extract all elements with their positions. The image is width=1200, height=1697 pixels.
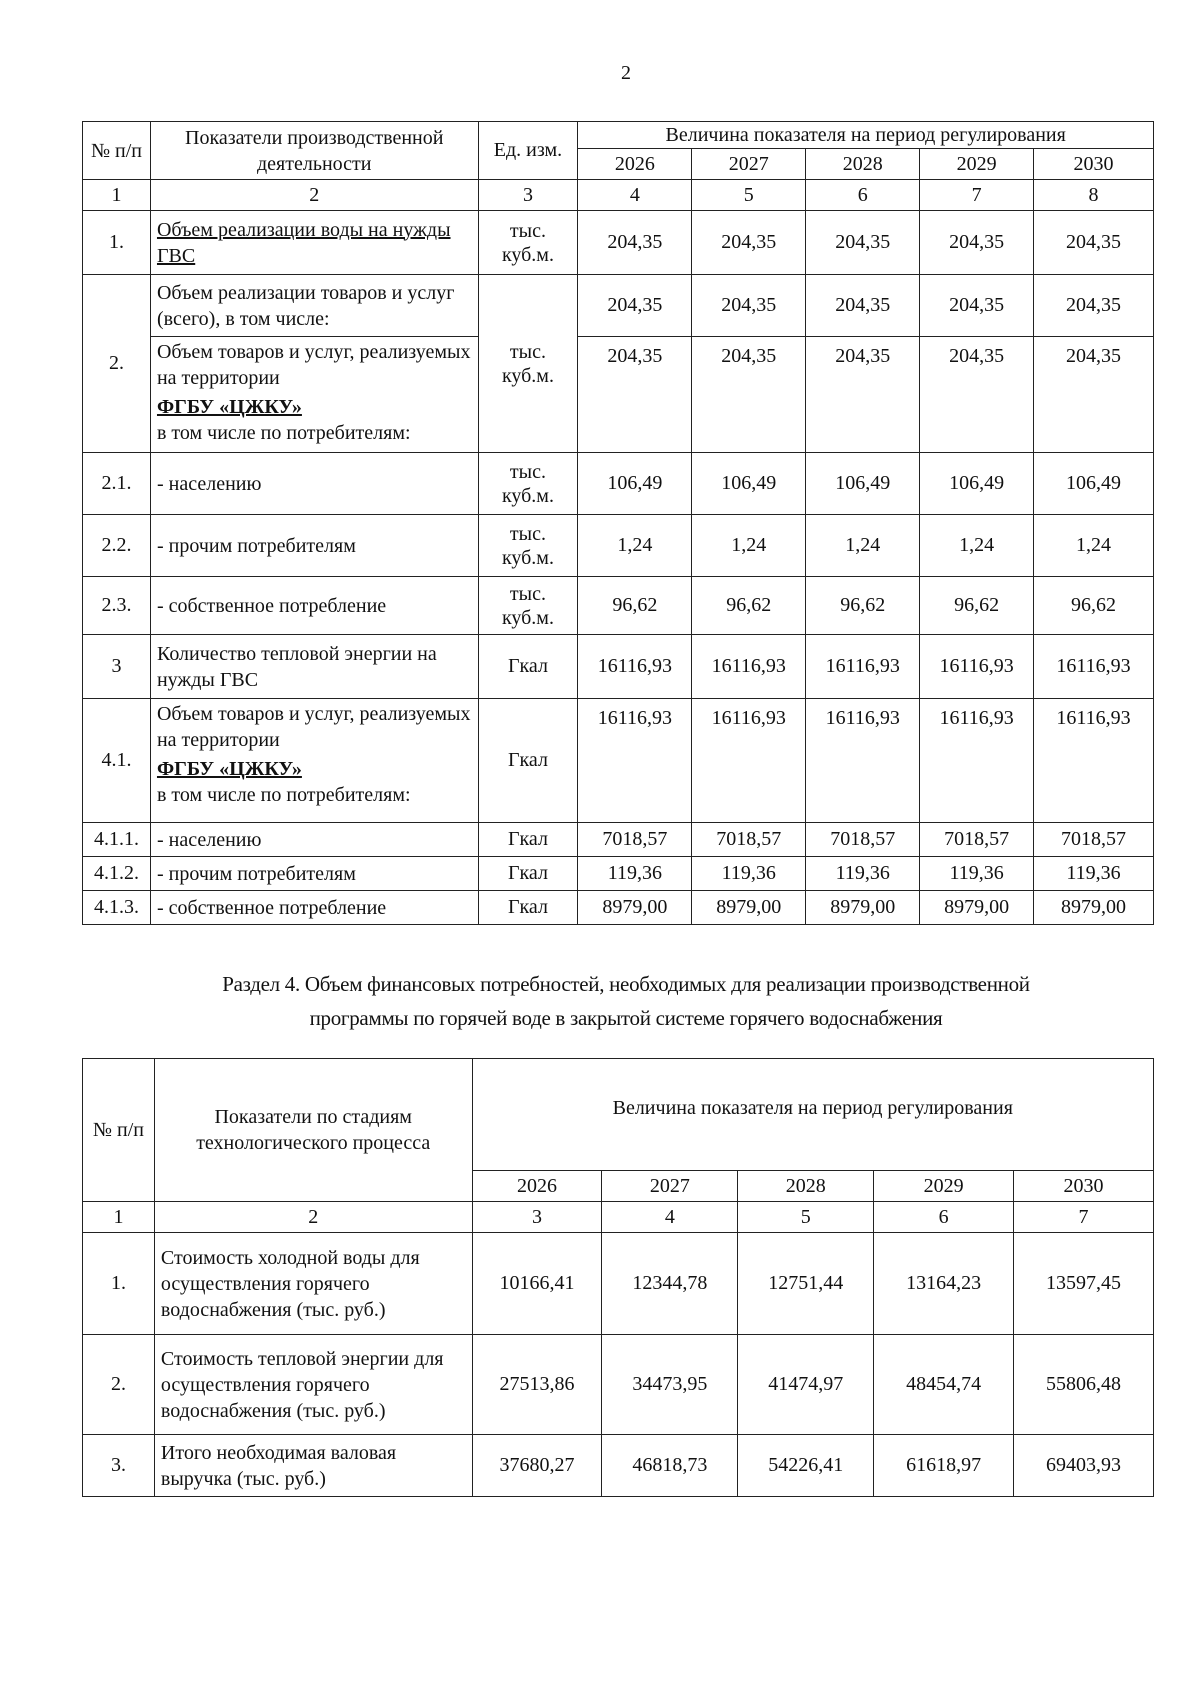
- header-year: 2026: [472, 1171, 602, 1202]
- row-value: 119,36: [806, 857, 920, 891]
- row-value: 46818,73: [602, 1435, 738, 1497]
- financial-needs-table: [82, 1058, 1154, 1497]
- row-num: 2.3.: [83, 577, 151, 635]
- table-header-row: [83, 122, 1154, 149]
- row-value: 48454,74: [874, 1335, 1014, 1435]
- row-subtitle: в том числе по потребителям:: [156, 784, 411, 806]
- header-year: 2027: [602, 1171, 738, 1202]
- col-number: 2: [154, 1202, 472, 1233]
- table-row: [83, 453, 1154, 515]
- header-num: № п/п: [83, 1059, 155, 1202]
- header-num: № п/п: [83, 122, 151, 180]
- row-num: 2.: [83, 275, 151, 453]
- row-value: 16116,93: [1034, 699, 1154, 823]
- col-number: 1: [83, 180, 151, 211]
- row-value: 204,35: [692, 337, 806, 453]
- table-row: [83, 337, 1154, 453]
- table-row: [83, 1233, 1154, 1335]
- row-value: 7018,57: [1034, 823, 1154, 857]
- row-name: - прочим потребителям: [150, 857, 478, 891]
- column-numbers-row: [83, 180, 1154, 211]
- section-title: [0, 967, 1200, 1035]
- row-value: 204,35: [578, 275, 692, 337]
- row-name: Итого необходимая валовая выручка (тыс. руб.): [154, 1435, 472, 1497]
- table-row: [83, 635, 1154, 699]
- production-indicators-table: [82, 121, 1154, 925]
- col-number: 8: [1034, 180, 1154, 211]
- row-unit: Гкал: [478, 699, 578, 823]
- row-value: 16116,93: [692, 635, 806, 699]
- row-value: 96,62: [920, 577, 1034, 635]
- row-value: 54226,41: [738, 1435, 874, 1497]
- row-num: 3.: [83, 1435, 155, 1497]
- row-unit: тыс. куб.м.: [478, 515, 578, 577]
- row-value: 61618,97: [874, 1435, 1014, 1497]
- row-value: 16116,93: [578, 635, 692, 699]
- row-value: 37680,27: [472, 1435, 602, 1497]
- organization-name: ФГБУ «ЦЖКУ»: [156, 396, 302, 418]
- row-unit: Гкал: [478, 857, 578, 891]
- col-number: 6: [806, 180, 920, 211]
- row-value: 204,35: [920, 275, 1034, 337]
- row-value: 13164,23: [874, 1233, 1014, 1335]
- row-value: 16116,93: [920, 699, 1034, 823]
- row-value: 204,35: [806, 275, 920, 337]
- row-unit: тыс. куб.м.: [478, 211, 578, 275]
- row-value: 1,24: [1034, 515, 1154, 577]
- table-header-row: [83, 1059, 1154, 1171]
- row-num: 4.1.1.: [83, 823, 151, 857]
- row-value: 41474,97: [738, 1335, 874, 1435]
- col-number: 7: [920, 180, 1034, 211]
- table-row: [83, 275, 1154, 337]
- row-value: 96,62: [578, 577, 692, 635]
- row-value: 16116,93: [692, 699, 806, 823]
- row-value: 1,24: [920, 515, 1034, 577]
- row-value: 7018,57: [806, 823, 920, 857]
- table-row: [83, 699, 1154, 823]
- row-name: Стоимость тепловой энергии для осуществления горячего водоснабжения (тыс. руб.): [154, 1335, 472, 1435]
- row-value: 69403,93: [1014, 1435, 1154, 1497]
- row-value: 8979,00: [692, 891, 806, 925]
- row-value: 106,49: [806, 453, 920, 515]
- row-num: 1.: [83, 211, 151, 275]
- row-value: 8979,00: [920, 891, 1034, 925]
- row-name: - собственное потребление: [150, 577, 478, 635]
- row-name: Количество тепловой энергии на нужды ГВС: [150, 635, 478, 699]
- row-value: 7018,57: [920, 823, 1034, 857]
- col-number: 5: [692, 180, 806, 211]
- row-value: 106,49: [692, 453, 806, 515]
- row-value: 204,35: [920, 211, 1034, 275]
- row-unit: тыс. куб.м.: [478, 453, 578, 515]
- row-value: 204,35: [578, 337, 692, 453]
- table-row: [83, 823, 1154, 857]
- col-number: 3: [472, 1202, 602, 1233]
- row-unit: Гкал: [478, 891, 578, 925]
- col-number: 7: [1014, 1202, 1154, 1233]
- row-value: 96,62: [692, 577, 806, 635]
- row-value: 16116,93: [1034, 635, 1154, 699]
- row-num: 2.1.: [83, 453, 151, 515]
- row-value: 12344,78: [602, 1233, 738, 1335]
- row-num: 2.2.: [83, 515, 151, 577]
- header-year: 2026: [578, 149, 692, 180]
- header-indicator: Показатели производственной деятельности: [150, 122, 478, 180]
- row-unit: Гкал: [478, 823, 578, 857]
- table-row: [83, 515, 1154, 577]
- col-number: 5: [738, 1202, 874, 1233]
- row-value: 16116,93: [578, 699, 692, 823]
- row-value: 12751,44: [738, 1233, 874, 1335]
- header-year: 2030: [1014, 1171, 1154, 1202]
- row-value: 16116,93: [806, 635, 920, 699]
- row-value: 106,49: [920, 453, 1034, 515]
- row-num: 2.: [83, 1335, 155, 1435]
- row-unit: тыс. куб.м.: [478, 275, 578, 453]
- row-value: 106,49: [578, 453, 692, 515]
- row-unit: Гкал: [478, 635, 578, 699]
- header-year: 2027: [692, 149, 806, 180]
- row-value: 119,36: [1034, 857, 1154, 891]
- row-name-block: [150, 699, 478, 823]
- row-value: 8979,00: [806, 891, 920, 925]
- row-value: 106,49: [1034, 453, 1154, 515]
- table-row: [83, 1335, 1154, 1435]
- row-name: - населению: [150, 823, 478, 857]
- row-value: 34473,95: [602, 1335, 738, 1435]
- row-value: 204,35: [806, 337, 920, 453]
- row-value: 96,62: [1034, 577, 1154, 635]
- col-number: 4: [602, 1202, 738, 1233]
- row-value: 204,35: [920, 337, 1034, 453]
- row-value: 119,36: [578, 857, 692, 891]
- header-year: 2029: [920, 149, 1034, 180]
- row-value: 7018,57: [692, 823, 806, 857]
- header-period: Величина показателя на период регулирования: [472, 1059, 1153, 1171]
- row-subtitle: в том числе по потребителям:: [156, 422, 411, 444]
- row-name: Объем реализации товаров и услуг (всего), в том числе:: [150, 275, 478, 337]
- table-row: [83, 577, 1154, 635]
- row-value: 7018,57: [578, 823, 692, 857]
- row-name: Объем товаров и услуг, реализуемых на территории: [156, 341, 471, 389]
- row-value: 13597,45: [1014, 1233, 1154, 1335]
- column-numbers-row: [83, 1202, 1154, 1233]
- table-row: [83, 211, 1154, 275]
- row-value: 204,35: [1034, 211, 1154, 275]
- row-name: - прочим потребителям: [150, 515, 478, 577]
- row-value: 16116,93: [806, 699, 920, 823]
- row-num: 3: [83, 635, 151, 699]
- table-row: [83, 857, 1154, 891]
- header-period: Величина показателя на период регулирования: [578, 122, 1154, 149]
- col-number: 6: [874, 1202, 1014, 1233]
- col-number: 3: [478, 180, 578, 211]
- col-number: 2: [150, 180, 478, 211]
- header-year: 2028: [738, 1171, 874, 1202]
- row-num: 1.: [83, 1233, 155, 1335]
- row-value: 204,35: [806, 211, 920, 275]
- row-value: 8979,00: [1034, 891, 1154, 925]
- section-title-line: Раздел 4. Объем финансовых потребностей, необходимых для реализации производственной: [222, 972, 1030, 996]
- col-number: 1: [83, 1202, 155, 1233]
- row-num: 4.1.2.: [83, 857, 151, 891]
- header-indicator: Показатели по стадиям технологического процесса: [154, 1059, 472, 1202]
- row-name: Объем товаров и услуг, реализуемых на территории: [156, 703, 471, 751]
- row-value: 119,36: [920, 857, 1034, 891]
- row-value: 204,35: [692, 275, 806, 337]
- row-name: Объем реализации воды на нужды ГВС: [150, 211, 478, 275]
- section-title-line: программы по горячей воде в закрытой системе горячего водоснабжения: [309, 1006, 943, 1030]
- page-number: 2: [621, 62, 631, 84]
- row-value: 55806,48: [1014, 1335, 1154, 1435]
- row-unit: тыс. куб.м.: [478, 577, 578, 635]
- row-name: Стоимость холодной воды для осуществления горячего водоснабжения (тыс. руб.): [154, 1233, 472, 1335]
- row-name: - собственное потребление: [150, 891, 478, 925]
- row-value: 16116,93: [920, 635, 1034, 699]
- row-value: 10166,41: [472, 1233, 602, 1335]
- row-name-block: [150, 337, 478, 453]
- row-name: - населению: [150, 453, 478, 515]
- header-year: 2029: [874, 1171, 1014, 1202]
- row-num: 4.1.3.: [83, 891, 151, 925]
- header-year: 2030: [1034, 149, 1154, 180]
- row-value: 204,35: [1034, 275, 1154, 337]
- row-value: 1,24: [578, 515, 692, 577]
- col-number: 4: [578, 180, 692, 211]
- row-value: 96,62: [806, 577, 920, 635]
- table-row: [83, 891, 1154, 925]
- row-value: 204,35: [578, 211, 692, 275]
- row-value: 27513,86: [472, 1335, 602, 1435]
- header-year: 2028: [806, 149, 920, 180]
- header-unit: Ед. изм.: [478, 122, 578, 180]
- table-row: [83, 1435, 1154, 1497]
- row-value: 8979,00: [578, 891, 692, 925]
- row-value: 119,36: [692, 857, 806, 891]
- organization-name: ФГБУ «ЦЖКУ»: [156, 758, 302, 780]
- row-num: 4.1.: [83, 699, 151, 823]
- row-value: 1,24: [806, 515, 920, 577]
- row-value: 204,35: [692, 211, 806, 275]
- row-value: 204,35: [1034, 337, 1154, 453]
- row-value: 1,24: [692, 515, 806, 577]
